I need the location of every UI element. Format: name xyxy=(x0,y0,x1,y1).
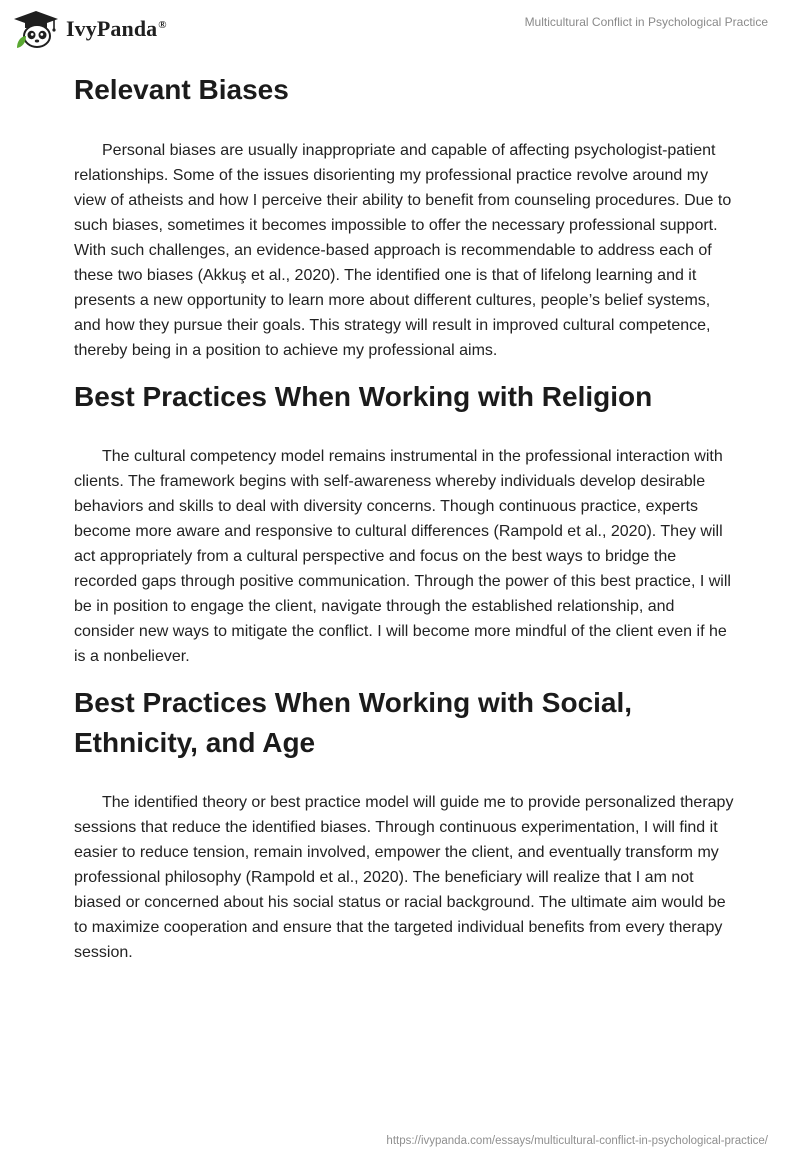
essay-body xyxy=(74,70,734,965)
section-paragraph-social-ethnicity-age: The identified theory or best practice model will guide me to provide personalized therapy sessions that reduce the identified biases. Through continuous experimentation, I will find it easier to reduce tension, remain involved, empower the client, and eventually transform my professional philosophy (Rampold et al., 2020). The beneficiary will realize that I am not biased or concerned about his social status or racial background. The ultimate aim would be to maximize cooperation and ensure that the targeted individual benefits from every therapy session. xyxy=(74,794,734,961)
section-paragraph-relevant-biases: Personal biases are usually inappropriate and capable of affecting psychologist-patient relationships. Some of the issues disorienting my professional practice revolve around my view of atheists and how I perceive their ability to benefit from counseling procedures. Due to such biases, sometimes it becomes impossible to offer the necessary professional support. With such challenges, an evidence-based approach is recommendable to address each of these two biases (Akkuş et al., 2020). The identified one is that of lifelong learning and it presents a new opportunity to learn more about different cultures, people’s belief systems, and how they pursue their goals. This strategy will result in improved cultural competence, thereby being in a position to achieve my professional aims. xyxy=(74,142,732,359)
section-paragraph-religion: The cultural competency model remains instrumental in the professional interaction with clients. The framework begins with self-awareness whereby individuals develop desirable behaviors and skills to deal with diversity concerns. Though continuous practice, experts become more aware and responsive to cultural differences (Rampold et al., 2020). They will act appropriately from a cultural perspective and focus on the best ways to bridge the recorded gaps through positive communication. Through the power of this best practice, I will be in position to engage the client, navigate through the established relationship, and consider new ways to mitigate the conflict. I will become more mindful of the client even if he is a nonbeliever. xyxy=(74,448,731,665)
brand-logo[interactable] xyxy=(14,9,167,49)
panda-graduate-icon xyxy=(14,9,62,49)
running-title: Multicultural Conflict in Psychological Practice xyxy=(524,15,768,29)
section-heading-social-ethnicity-age: Best Practices When Working with Social, Ethnicity, and Age xyxy=(74,687,633,758)
section-heading-relevant-biases: Relevant Biases xyxy=(74,74,289,105)
registered-mark: ® xyxy=(158,18,167,31)
section-heading-religion: Best Practices When Working with Religion xyxy=(74,381,653,412)
brand-name: IvyPanda® xyxy=(66,16,167,41)
page-header xyxy=(0,0,800,60)
source-url[interactable]: https://ivypanda.com/essays/multicultural-conflict-in-psychological-practice/ xyxy=(386,1135,768,1147)
